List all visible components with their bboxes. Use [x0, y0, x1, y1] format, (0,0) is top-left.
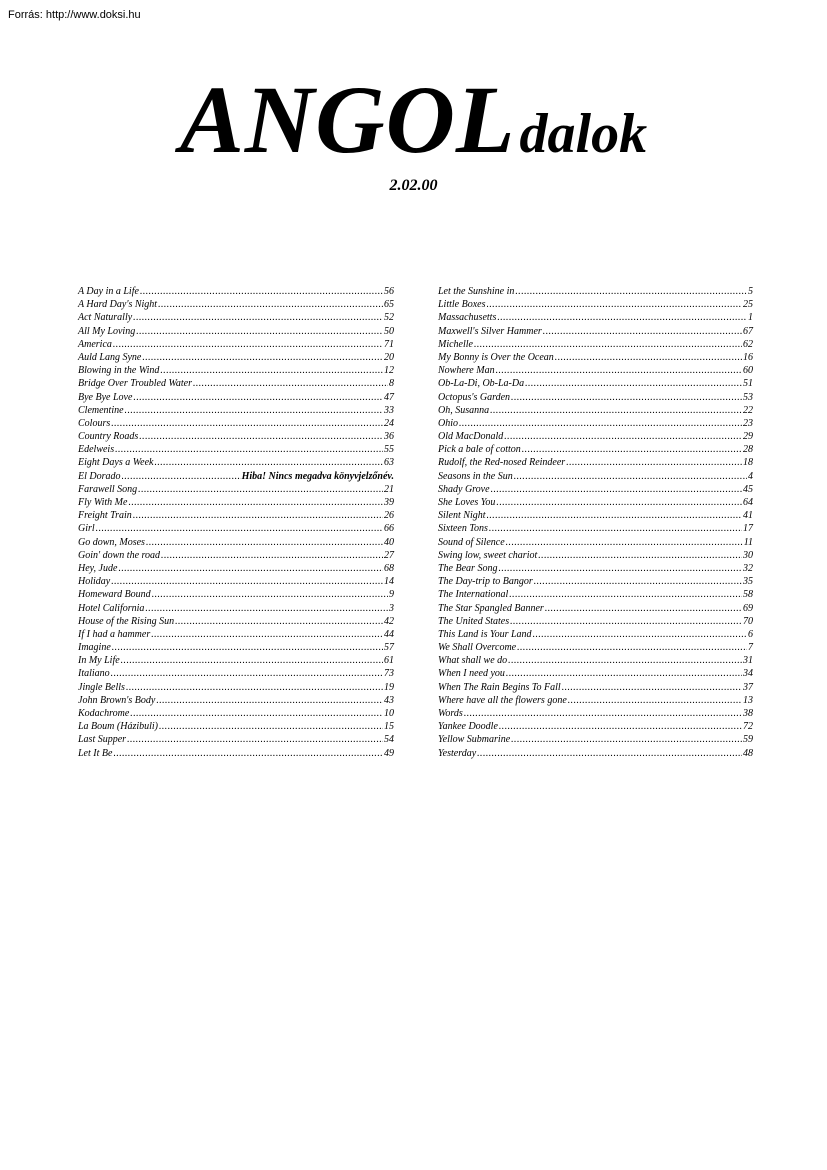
toc-entry[interactable]: [78, 602, 394, 615]
toc-entry-page: 37: [743, 681, 753, 693]
toc-entry[interactable]: [438, 338, 753, 351]
toc-dot-leader: [133, 391, 383, 404]
toc-entry-title: Ohio: [438, 417, 458, 429]
toc-entry-page: 50: [384, 325, 394, 337]
toc-entry-title: Words: [438, 708, 463, 719]
toc-entry[interactable]: [78, 536, 394, 549]
toc-entry[interactable]: [438, 470, 753, 483]
toc-entry-title: Colours: [78, 417, 111, 429]
toc-dot-leader: [133, 509, 383, 522]
toc-entry[interactable]: [438, 733, 753, 746]
toc-entry-title: When The Rain Begins To Fall: [438, 681, 561, 693]
toc-dot-leader: [510, 615, 742, 628]
toc-dot-leader: [113, 338, 383, 351]
toc-entry-title: What shall we do: [438, 655, 508, 667]
toc-entry-title: This Land is Your Land: [438, 628, 532, 640]
toc-entry-title: Imagine: [78, 642, 111, 654]
toc-entry-page: 61: [384, 655, 394, 667]
toc-dot-leader: [151, 628, 383, 641]
toc-left-column: [78, 285, 394, 760]
toc-dot-leader: [534, 575, 742, 588]
toc-entry[interactable]: [438, 496, 753, 509]
toc-entry-page: 14: [384, 576, 394, 588]
toc-entry-page: 31: [743, 655, 753, 667]
toc-entry[interactable]: [438, 351, 753, 364]
toc-dot-leader: [127, 733, 383, 746]
toc-dot-leader: [175, 615, 383, 628]
toc-entry-page: 3: [389, 602, 394, 614]
toc-entry[interactable]: [78, 351, 394, 364]
toc-entry-page: 47: [384, 391, 394, 403]
source-label: Forrás: http://www.doksi.hu: [8, 9, 141, 21]
toc-dot-leader: [496, 364, 742, 377]
toc-entry[interactable]: [438, 391, 753, 404]
toc-entry-page: 57: [384, 642, 394, 654]
toc-entry[interactable]: [438, 588, 753, 601]
toc-dot-leader: [126, 681, 383, 694]
toc-entry-title: A Hard Day's Night: [78, 299, 158, 311]
toc-entry[interactable]: [78, 298, 394, 311]
toc-entry[interactable]: [78, 562, 394, 575]
toc-entry-page: 59: [743, 734, 753, 746]
toc-entry[interactable]: [78, 443, 394, 456]
toc-dot-leader: [154, 456, 383, 469]
toc-entry-page: 10: [384, 708, 394, 719]
toc-dot-leader: [545, 602, 742, 615]
toc-entry-title: The Bear Song: [438, 562, 498, 574]
toc-dot-leader: [121, 654, 383, 667]
toc-entry-title: Nowhere Man: [438, 365, 495, 377]
toc-dot-leader: [511, 733, 742, 746]
toc-entry-title: Yesterday: [438, 747, 477, 759]
toc-entry-title: Shady Grove: [438, 483, 490, 495]
toc-entry-page: 58: [743, 589, 753, 601]
toc-entry[interactable]: [78, 430, 394, 443]
toc-dot-leader: [113, 747, 383, 760]
toc-dot-leader: [487, 509, 743, 522]
toc-entry-page: 27: [384, 549, 394, 561]
toc-entry-page: 48: [743, 747, 753, 759]
toc-dot-leader: [111, 575, 383, 588]
toc-dot-leader: [487, 298, 743, 311]
toc-entry-page: 56: [384, 286, 394, 297]
toc-entry-page: 65: [384, 299, 394, 311]
toc-entry-page: 17: [743, 523, 753, 535]
toc-entry[interactable]: [438, 654, 753, 667]
toc-dot-leader: [140, 285, 383, 298]
toc-entry-page: 1: [748, 312, 753, 324]
toc-entry-page: 33: [384, 404, 394, 416]
toc-entry-page: 28: [743, 444, 753, 456]
toc-entry-title: La Boum (Házibuli): [78, 721, 158, 733]
toc-entry-page: 51: [743, 378, 753, 390]
toc-entry-page: 38: [743, 708, 753, 719]
toc-entry-page: 26: [384, 510, 394, 522]
toc-entry[interactable]: [438, 285, 753, 298]
toc-entry-page: 30: [743, 549, 753, 561]
toc-entry-title: When I need you: [438, 668, 505, 680]
toc-entry-page: 70: [743, 615, 753, 627]
toc-entry[interactable]: [78, 285, 394, 298]
toc-entry[interactable]: [78, 694, 394, 707]
toc-dot-leader: [118, 562, 383, 575]
toc-dot-leader: [146, 536, 383, 549]
toc-dot-leader: [474, 338, 742, 351]
toc-entry-title: Seasons in the Sun: [438, 470, 513, 482]
toc-entry-page: 43: [384, 694, 394, 706]
toc-entry-page: 32: [743, 562, 753, 574]
toc-entry-page: 49: [384, 747, 394, 759]
toc-entry-page: 69: [743, 602, 753, 614]
toc-entry-page: 53: [743, 391, 753, 403]
toc-entry[interactable]: [438, 404, 753, 417]
toc-entry-title: Pick a bale of cotton: [438, 444, 521, 456]
toc-entry-title: Ob-La-Di, Ob-La-Da: [438, 378, 525, 390]
toc-entry-title: Yellow Submarine: [438, 734, 511, 746]
toc-entry-page: 71: [384, 338, 394, 350]
toc-entry-page: 8: [389, 378, 394, 390]
toc-entry-title: Blowing in the Wind: [78, 365, 160, 377]
toc-dot-leader: [152, 588, 388, 601]
toc-dot-leader: [122, 470, 241, 483]
toc-entry-page: 67: [743, 325, 753, 337]
toc-entry-title: Girl: [78, 523, 95, 535]
toc-dot-leader: [193, 377, 388, 390]
toc-entry-page: 68: [384, 562, 394, 574]
toc-dot-leader: [511, 391, 742, 404]
toc-entry[interactable]: [78, 456, 394, 469]
toc-entry-title: A Day in a Life: [78, 286, 139, 297]
toc-entry-page: 55: [384, 444, 394, 456]
toc-entry[interactable]: [438, 509, 753, 522]
toc-entry-title: Massachusetts: [438, 312, 497, 324]
toc-entry-title: El Dorado: [78, 470, 121, 482]
toc-entry[interactable]: [438, 562, 753, 575]
toc-entry-page: 24: [384, 417, 394, 429]
toc-entry-title: Silent Night: [438, 510, 486, 522]
toc-entry-title: Yankee Doodle: [438, 721, 498, 733]
toc-dot-leader: [111, 667, 383, 680]
toc-entry[interactable]: [438, 456, 753, 469]
toc-entry-title: The United States: [438, 615, 510, 627]
toc-dot-leader: [489, 522, 742, 535]
toc-entry[interactable]: [78, 377, 394, 390]
toc-entry[interactable]: [78, 417, 394, 430]
toc-entry-title: Italiano: [78, 668, 110, 680]
toc-dot-leader: [508, 654, 742, 667]
toc-entry[interactable]: [438, 443, 753, 456]
toc-entry-page: 9: [389, 589, 394, 601]
toc-entry-title: Old MacDonald: [438, 431, 504, 443]
toc-entry-title: Sound of Silence: [438, 536, 505, 548]
toc-entry-title: All My Loving: [78, 325, 136, 337]
toc-entry-page: 41: [743, 510, 753, 522]
toc-entry[interactable]: [438, 628, 753, 641]
toc-dot-leader: [96, 522, 383, 535]
toc-entry-title: Bridge Over Troubled Water: [78, 378, 192, 390]
toc-entry[interactable]: [78, 391, 394, 404]
toc-dot-leader: [509, 588, 742, 601]
toc-entry[interactable]: [438, 602, 753, 615]
toc-entry-page: 21: [384, 483, 394, 495]
toc-entry-page: 12: [384, 365, 394, 377]
toc-dot-leader: [125, 404, 383, 417]
toc-dot-leader: [499, 720, 742, 733]
toc-entry[interactable]: [78, 404, 394, 417]
toc-entry-page: 42: [384, 615, 394, 627]
toc-entry-title: Rudolf, the Red-nosed Reindeer: [438, 457, 566, 469]
toc-entry-page: 23: [743, 417, 753, 429]
toc-entry[interactable]: [438, 694, 753, 707]
toc-entry-page: 60: [743, 365, 753, 377]
toc-entry-title: Michelle: [438, 338, 473, 350]
toc-entry-title: Jingle Bells: [78, 681, 125, 693]
toc-dot-leader: [111, 417, 383, 430]
toc-entry-page: 45: [743, 483, 753, 495]
toc-entry-page: 6: [748, 628, 753, 640]
toc-entry[interactable]: [78, 588, 394, 601]
toc-entry-page: 22: [743, 404, 753, 416]
toc-entry-page: 7: [748, 642, 753, 654]
toc-entry[interactable]: [78, 628, 394, 641]
toc-entry-title: Hey, Jude: [78, 562, 118, 574]
toc-entry[interactable]: [438, 417, 753, 430]
toc-dot-leader: [139, 430, 383, 443]
toc-entry[interactable]: [438, 522, 753, 535]
toc-dot-leader: [514, 470, 747, 483]
toc-entry-title: Clementine: [78, 404, 124, 416]
toc-dot-leader: [515, 285, 747, 298]
toc-entry-title: Freight Train: [78, 510, 132, 522]
toc-entry-page: 54: [384, 734, 394, 746]
toc-entry-page: 11: [743, 536, 753, 548]
toc-entry-title: Auld Lang Syne: [78, 351, 142, 363]
toc-dot-leader: [568, 694, 742, 707]
toc-entry[interactable]: [438, 641, 753, 654]
toc-dot-leader: [522, 443, 742, 456]
toc-entry[interactable]: [78, 483, 394, 496]
toc-entry-title: In My Life: [78, 655, 120, 667]
toc-entry-title: Swing low, sweet chariot: [438, 549, 538, 561]
toc-entry[interactable]: [78, 747, 394, 760]
toc-dot-leader: [156, 694, 383, 707]
toc-entry-title: Farawell Song: [78, 483, 138, 495]
toc-dot-leader: [525, 377, 742, 390]
toc-dot-leader: [504, 430, 742, 443]
toc-entry[interactable]: [78, 311, 394, 324]
toc-entry[interactable]: [438, 536, 753, 549]
toc-entry[interactable]: [78, 707, 394, 720]
toc-dot-leader: [477, 747, 742, 760]
toc-entry[interactable]: [78, 549, 394, 562]
toc-entry[interactable]: [438, 430, 753, 443]
toc-dot-leader: [506, 536, 743, 549]
toc-entry[interactable]: [438, 325, 753, 338]
toc-dot-leader: [498, 562, 742, 575]
toc-dot-leader: [464, 707, 742, 720]
toc-entry-page: 15: [384, 721, 394, 733]
toc-entry-page: 36: [384, 431, 394, 443]
toc-entry-title: America: [78, 338, 112, 350]
toc-entry-page: 19: [384, 681, 394, 693]
toc-dot-leader: [517, 641, 747, 654]
toc-dot-leader: [133, 311, 383, 324]
toc-dot-leader: [543, 325, 742, 338]
toc-dot-leader: [136, 325, 383, 338]
toc-entry[interactable]: [78, 522, 394, 535]
toc-entry-page: 73: [384, 668, 394, 680]
toc-entry-page: 34: [743, 668, 753, 680]
toc-entry-title: House of the Rising Sun: [78, 615, 175, 627]
title-main: ANGOL: [179, 66, 516, 173]
toc-entry-page: 29: [743, 431, 753, 443]
toc-entry-page: 13: [743, 694, 753, 706]
toc-entry[interactable]: [438, 667, 753, 680]
toc-entry[interactable]: [438, 575, 753, 588]
toc-entry[interactable]: [78, 364, 394, 377]
toc-entry-title: Let the Sunshine in: [438, 286, 515, 297]
toc-dot-leader: [497, 311, 747, 324]
toc-entry[interactable]: [78, 654, 394, 667]
toc-entry[interactable]: [78, 338, 394, 351]
toc-entry-title: She Loves You: [438, 497, 496, 508]
toc-dot-leader: [506, 667, 742, 680]
toc-dot-leader: [533, 628, 747, 641]
toc-entry[interactable]: [78, 470, 394, 483]
toc-dot-leader: [491, 483, 742, 496]
toc-entry-title: We Shall Overcome: [438, 642, 517, 654]
toc-dot-leader: [158, 298, 383, 311]
document-title: [0, 66, 827, 173]
toc-entry-page: 16: [743, 351, 753, 363]
toc-entry[interactable]: [438, 549, 753, 562]
toc-entry[interactable]: [78, 720, 394, 733]
toc-entry-title: The International: [438, 589, 509, 601]
toc-entry[interactable]: [438, 364, 753, 377]
toc-entry-page: 5: [748, 286, 753, 297]
toc-entry-page: 52: [384, 312, 394, 324]
toc-entry[interactable]: [78, 496, 394, 509]
toc-entry-page: 18: [743, 457, 753, 469]
toc-entry[interactable]: [438, 747, 753, 760]
toc-entry-title: Bye Bye Love: [78, 391, 133, 403]
toc-entry-title: John Brown's Body: [78, 694, 156, 706]
toc-entry-title: Edelweis: [78, 444, 115, 456]
toc-entry[interactable]: [78, 575, 394, 588]
toc-dot-leader: [490, 404, 742, 417]
toc-entry-title: Octopus's Garden: [438, 391, 511, 403]
toc-dot-leader: [538, 549, 742, 562]
toc-dot-leader: [115, 443, 383, 456]
toc-dot-leader: [145, 602, 388, 615]
toc-dot-leader: [159, 720, 383, 733]
toc-dot-leader: [128, 496, 383, 509]
toc-entry-page: 66: [384, 523, 394, 535]
toc-entry-page: 40: [384, 536, 394, 548]
toc-dot-leader: [161, 549, 383, 562]
toc-entry-title: My Bonny is Over the Ocean: [438, 351, 554, 363]
toc-dot-leader: [562, 681, 742, 694]
toc-entry-page: 20: [384, 351, 394, 363]
toc-dot-leader: [138, 483, 383, 496]
toc-dot-leader: [160, 364, 383, 377]
toc-entry-title: Maxwell's Silver Hammer: [438, 325, 542, 337]
toc-entry[interactable]: [438, 377, 753, 390]
toc-dot-leader: [496, 496, 742, 509]
toc-dot-leader: [566, 456, 742, 469]
toc-entry-title: Act Naturally: [78, 312, 133, 324]
toc-entry[interactable]: [78, 615, 394, 628]
toc-entry[interactable]: [438, 311, 753, 324]
toc-entry[interactable]: [78, 667, 394, 680]
toc-entry-page: 35: [743, 576, 753, 588]
toc-entry-title: Goin' down the road: [78, 549, 161, 561]
toc-entry-title: Go down, Moses: [78, 536, 145, 548]
toc-entry[interactable]: [438, 615, 753, 628]
toc-entry[interactable]: [438, 483, 753, 496]
toc-entry-title: Eight Days a Week: [78, 457, 154, 469]
toc-entry-title: Kodachrome: [78, 708, 130, 719]
toc-entry[interactable]: [438, 298, 753, 311]
toc-entry-title: The Day-trip to Bangor: [438, 576, 533, 588]
toc-entry-title: Homeward Bound: [78, 589, 151, 601]
toc-entry-page: 64: [743, 497, 753, 508]
toc-entry-page: Hiba! Nincs megadva könyvjelzőnév.: [241, 470, 394, 482]
toc-entry-title: If I had a hammer: [78, 628, 151, 640]
toc-entry[interactable]: [78, 681, 394, 694]
toc-entry-page: 25: [743, 299, 753, 311]
toc-right-column: [438, 285, 753, 760]
toc-entry-page: 4: [748, 470, 753, 482]
toc-entry[interactable]: [78, 641, 394, 654]
toc-entry[interactable]: [78, 509, 394, 522]
toc-entry[interactable]: [438, 681, 753, 694]
toc-entry-page: 62: [743, 338, 753, 350]
toc-entry-page: 63: [384, 457, 394, 469]
toc-entry-title: Let It Be: [78, 747, 113, 759]
toc-entry-title: Country Roads: [78, 431, 139, 443]
toc-entry-title: Hotel California: [78, 602, 145, 614]
toc-entry-title: Where have all the flowers gone: [438, 694, 567, 706]
title-sub: dalok: [519, 103, 648, 165]
toc-dot-leader: [459, 417, 742, 430]
toc-entry-title: Last Supper: [78, 734, 127, 746]
toc-entry-page: 72: [743, 721, 753, 733]
toc-entry-page: 39: [384, 497, 394, 508]
toc-dot-leader: [112, 641, 383, 654]
toc-entry[interactable]: [78, 733, 394, 746]
toc-entry-title: Holiday: [78, 576, 111, 588]
toc-entry-title: Fly With Me: [78, 497, 128, 508]
toc-entry-title: Little Boxes: [438, 299, 486, 311]
toc-entry-title: Oh, Susanna: [438, 404, 490, 416]
toc-entry[interactable]: [438, 720, 753, 733]
toc-entry-page: 44: [384, 628, 394, 640]
toc-dot-leader: [142, 351, 383, 364]
toc-entry-title: The Star Spangled Banner: [438, 602, 544, 614]
toc-entry-title: Sixteen Tons: [438, 523, 488, 535]
toc-entry[interactable]: [438, 707, 753, 720]
version-number: 2.02.00: [389, 177, 438, 194]
toc-dot-leader: [130, 707, 383, 720]
toc-entry[interactable]: [78, 325, 394, 338]
toc-dot-leader: [555, 351, 742, 364]
